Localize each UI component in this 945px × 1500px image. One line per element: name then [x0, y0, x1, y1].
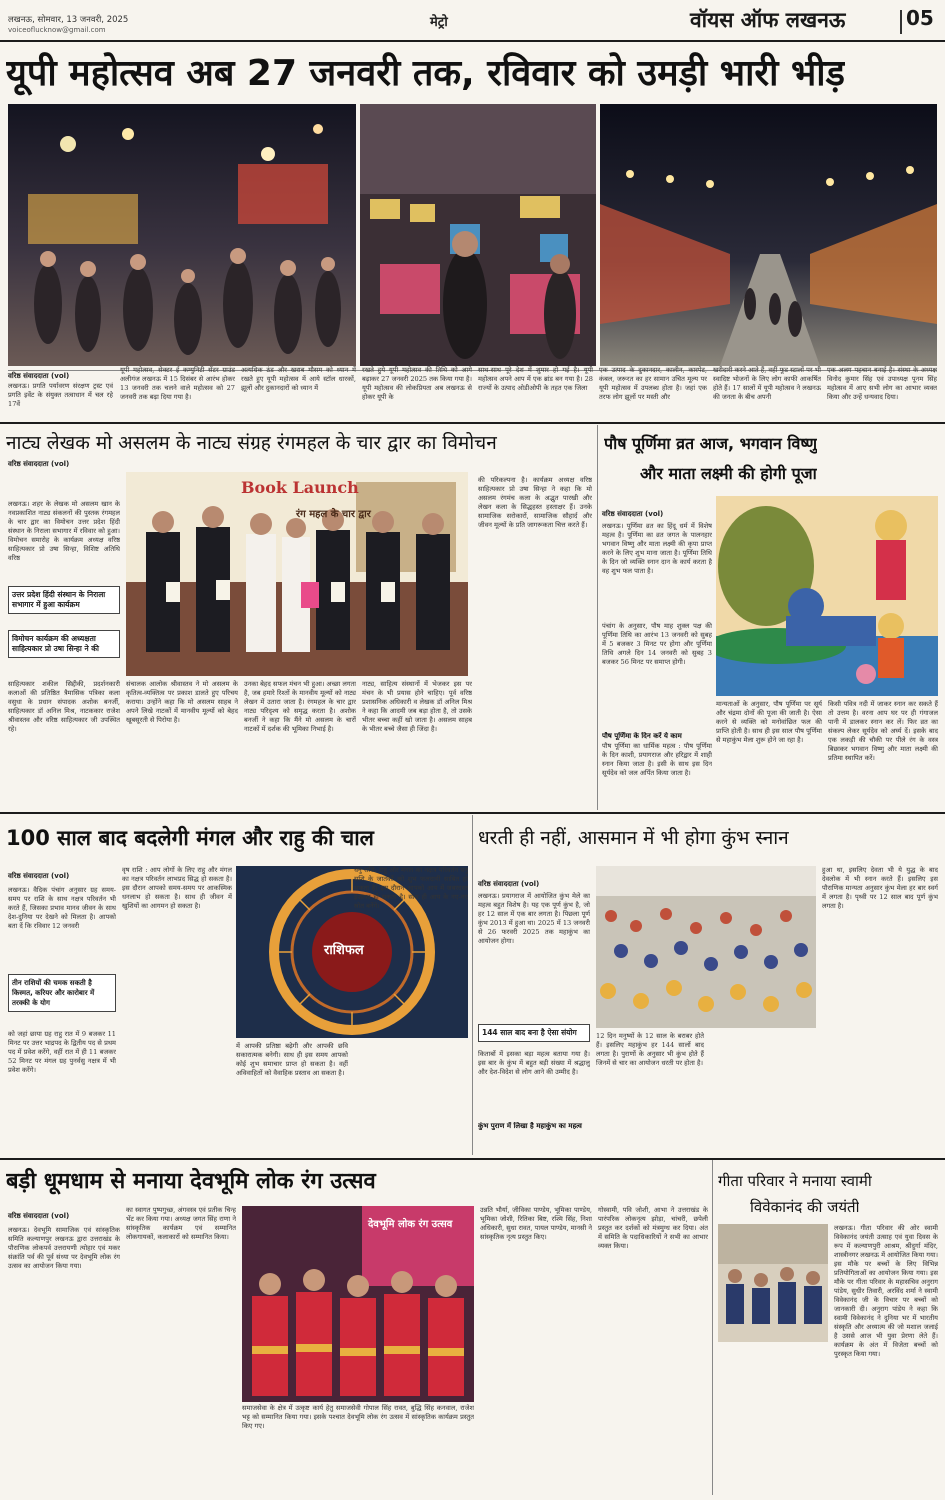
- story5-subhead: कुंभ पुराण में लिखा है महाकुंभ का महत्व: [478, 1122, 582, 1130]
- story3-byline: वरिष्ठ संवाददाता (vol): [602, 510, 664, 518]
- story3-col-3: पौष पूर्णिमा का धार्मिक महत्व : पौष पूर्णिमा के दिन काशी, प्रयागराज और हरिद्वार में शाही स्नान किया जाता है। इसी के साथ इस दिन सूर्यदेव को जल अर्पित किया जाता है।: [602, 742, 712, 777]
- story1-col-2: यूपी महोत्सव, सेक्टर ई कम्युनिटी सेंटर ग्राउंड अलीगंज लखनऊ में 15 दिसंबर से आरंभ होकर 13 जनवरी तक चलने वाले महोत्सव को 27 जनवरी तक बढ़ा दिया गया है।: [120, 366, 235, 401]
- story6-banner: देवभूमि लोक रंग उत्सव: [368, 1219, 453, 1230]
- story1-headline: यूपी महोत्सव अब 27 जनवरी तक, रविवार को उमड़ी भारी भीड़: [6, 53, 845, 94]
- story2-highlight-2: विमोचन कार्यक्रम की अध्यक्षता साहित्यकार प्रो उषा सिन्हा ने की: [8, 630, 120, 658]
- story2-col-2: संचालक आलोक श्रीवास्तव ने मो असलम के कृतित्व-व्यक्तित्व पर प्रकाश डालते हुए परिचय कराया। उन्होंने कहा कि मो असलम साहब ने अपने लिखे नाटकों में मानवीय मूल्यों को बेहद खूबसूरती से पिरोया है।: [126, 680, 238, 724]
- story1-col-5: साथ-साथ पूरे देश में शुमार हो गई है। यूपी महोत्सव अपने आप में एक ब्रांड बन गया है। 28 राज्यों के उत्पाद ओडीओपी के तहत एक जिला: [478, 366, 593, 392]
- story2-col-3: उनका बेहद सफल मंचन भी हुआ। अच्छा लगता है, जब हमारे रिश्तों के मानवीय मूल्यों को नाट्य लेखन में उतारा जाता है। रंगमहल के चार द्वार नाट्य परिदृश्य को समृद्ध करता है। अशोक बनर्जी ने कहा कि मैंने मो असलम के चारों नाटकों में दर्शक की भूमिका निभाई है।: [244, 680, 356, 733]
- story7-headline-2: विवेकानंद की जयंती: [750, 1198, 860, 1216]
- story1-photo-2: [360, 104, 596, 366]
- story1-col-3: अत्यधिक ठंड और खराब मौसम को ध्यान में रखते हुए यूपी महोत्सव में आये स्टॉल धारकों, झूलों और दुकानदारों को ध्यान में: [241, 366, 356, 392]
- story3-col-5: किसी पवित्र नदी में जाकर स्नान कर सकते हैं तो उत्तम है। वरना आप घर पर ही गंगाजल पानी में डालकर स्नान कर लें। फिर व्रत का संकल्प लेकर सूर्यदेव को अर्घ्य दें। इसके बाद एक लकड़ी की चौकी पर पीले रंग के वस्त्र बिछाकर भगवान विष्णु और माता लक्ष्मी की प्रतिमा स्थापित करें।: [828, 700, 938, 762]
- story5-col-4: हुआ था, इसलिए देवता भी ये युद्ध के बाद देवलोक में भी स्नान करते हैं। इसलिए इस पौराणिक मान्यता अनुसार कुंभ मेला हर बार स्वर्ग में लगता है। पृथ्वी पर 12 साल बाद पूर्ण कुंभ लगता है।: [822, 866, 938, 910]
- story6-col-3: समाजसेवा के क्षेत्र में उत्कृष्ट कार्य हेतु समाजसेवी गोपाल सिंह रावत, बुद्धि सिंह कनवाल, राजेश भट्ट को सम्मानित किया गया। इसके पश्चात देवभूमि लोक रंग उत्सव में सांस्कृतिक कार्यक्रम प्रस्तुत किए गए।: [242, 1404, 474, 1430]
- section-label: मेट्रो: [430, 15, 448, 30]
- story1-col-4: रखते हुये यूपी महोत्सव की तिथि को आगे बढ़ाकर 27 जनवरी 2025 तक किया गया है। यूपी महोत्सव की लोकप्रियता अब लखनऊ से होकर यूपी के: [362, 366, 472, 401]
- story2-photo: [126, 472, 468, 676]
- story4-image-label: राशिफल: [324, 943, 364, 958]
- story2-banner: Book Launch: [241, 478, 359, 497]
- story5-byline: वरिष्ठ संवाददाता (vol): [478, 880, 540, 888]
- story2-col-5: की परिकल्पना है। कार्यक्रम अध्यक्ष वरिष्ठ साहित्यकार प्रो उषा सिन्हा ने कहा कि मो असलम रंगमंच कला के अद्भुत पारखी और लेखन कला के सिद्धहस्त हस्ताक्षर हैं। उनके सामाजिक सरोकारों, सामाजिक सौहार्द और जीवन मूल्यों के प्रति जागरूकता चित्त करते हैं।: [478, 476, 592, 529]
- story3-subhead-1: पौष पूर्णिमा के दिन करें ये काम: [602, 732, 682, 740]
- story5-highlight: 144 साल बाद बना है ऐसा संयोग: [478, 1024, 590, 1042]
- story4-highlight: तीन राशियों की चमक सकती है किस्मत, करियर और कारोबार में तरक्की के योग: [8, 974, 116, 1012]
- brand-logo: वॉयस ऑफ लखनऊ: [690, 8, 846, 32]
- story4-byline: वरिष्ठ संवाददाता (vol): [8, 872, 70, 880]
- story6-photo: [242, 1206, 474, 1402]
- story5-photo: [596, 866, 816, 1028]
- story3-col-4: मान्यताओं के अनुसार, पौष पूर्णिमा पर सूर्य और चंद्रमा दोनों की पूजा की जाती है। ऐसा करने से व्यक्ति को मनोवांछित फल की प्राप्ति होती है। साथ ही इस साल पौष पूर्णिमा से महाकुंभ मेला शुरू होने जा रहा है।: [716, 700, 822, 744]
- brand-divider: [900, 10, 902, 34]
- story7-headline-1: गीता परिवार ने मनाया स्वामी: [718, 1172, 872, 1190]
- story6-headline: बड़ी धूमधाम से मनाया देवभूमि लोक रंग उत्सव: [6, 1169, 376, 1194]
- story3-col-2: पंचांग के अनुसार, पौष माह शुक्ल पक्ष की पूर्णिमा तिथि का आरंभ 13 जनवरी को सुबह में 5 बजकर 3 मिनट पर होगा और पूर्णिमा तिथि अगले दिन 14 जनवरी को सुबह 3 बजकर 56 मिनट पर समाप्त होगी।: [602, 622, 712, 666]
- story1-col-7: खरीदारी करने आते हैं, वहीं फूड स्टालों पर भी स्वादिष्ट भोजनों के लिए लोग काफी आकर्षित होते हैं। 17 सालों में यूपी महोत्सव ने लखनऊ की जनता के बीच अपनी: [713, 366, 821, 401]
- story6-byline: वरिष्ठ संवाददाता (vol): [8, 1212, 70, 1220]
- story6-col-4: उन्नति भौर्या, जीविका पाण्डेय, भूमिका पाण्डेय, भूमिका जोशी, रितिका बिष्ट, रश्मि सिंह, निशा अधिकारी, सुधा रावत, पायल पाण्डेय, मानसी ने सांस्कृतिक नृत्य प्रस्तुत किए।: [480, 1206, 592, 1241]
- story5-col-1: लखनऊ। प्रयागराज में आयोजित कुंभ मेले का महत्व बहुत विशेष है। यह एक पूर्ण कुंभ है, जो हर 12 साल में एक बार लगता है। पिछला पूर्ण कुंभ 2013 में हुआ था। 2025 में 13 जनवरी से 26 फरवरी 2025 तक महाकुंभ का आयोजन होगा।: [478, 892, 590, 945]
- story3-photo: [716, 496, 938, 696]
- story4-col-4: में आपकी प्रतिष्ठा बढ़ेगी और आपकी छवि सकारात्मक बनेगी। साथ ही इस समय आपको कोई शुभ समाचार प्राप्त हो सकता है। वहीं अविवाहितों को वैवाहिक प्रस्ताव आ सकता है।: [236, 1042, 348, 1077]
- page-number: 05: [906, 6, 934, 30]
- story3-col-1: लखनऊ। पूर्णिमा व्रत का हिंदू धर्म में विशेष महत्व है। पूर्णिमा का व्रत जगत के पालनहार भगवान विष्णु और माता लक्ष्मी की कृपा प्राप्त करने के लिए शुभ माना जाता है। पूर्णिमा तिथि के दिन जो व्यक्ति स्नान दान के कार्य करता है वह शुभ फल पाता है।: [602, 522, 712, 575]
- masthead: [0, 0, 945, 42]
- story2-col-4: नाट्य, साहित्य संस्थानों में भेजकर इस पर मंचन के भी प्रयास होने चाहिए। पूर्व वरिष्ठ प्रशासनिक अधिकारी व लेखक डॉ अनिल मिश्र ने कहा कि आदमी जब बड़ा होता है, तो उसके भीतर बच्चा कहीं खो जाता है। असलम साहब के भीतर बच्चे जैसा ही जिंदा है।: [362, 680, 472, 733]
- story6-col-5: गोस्वामी, पवि जोशी, आभा ने उत्तराखंड के पारंपरिक लोकनृत्य झोड़ा, चांचरी, छपेली प्रस्तुत कर दर्शकों को मंत्रमुग्ध कर दिया। अंत में समिति के पदाधिकारियों ने सभी का आभार व्यक्त किया।: [598, 1206, 708, 1250]
- story1-col-1: लखनऊ। प्रगति पर्यावरण संरक्षण ट्रस्ट एवं प्रगति इवेंट के संयुक्त तत्वाधान में चल रहे 17वें: [8, 382, 113, 408]
- story7-text: लखनऊ। गीता परिवार की ओर स्वामी विवेकानंद जयंती उत्साह एवं युवा दिवस के रूप में कल्याणपुरी आश्रम, श्रीदुर्गा मंदिर, शास्त्रीनगर लखनऊ में आयोजित किया गया। इस मौके पर बच्चों के लिए विभिन्न प्रतियोगिताओं का आयोजन किया गया। इस मौके पर गीता परिवार के महासचिव अनुराग पांडेय, सुधीर तिवारी, अरविंद शर्मा ने स्वामी विवेकानंद जी के विचार पर बच्चों को जानकारी दी। अनुराग पांडेय ने कहा कि स्वामी विवेकानंद ने दुनिया भर में भारतीय संस्कृति और अध्यात्म की जो मशाल जलाई है उससे आज भी युवा प्रेरणा लेते हैं। कार्यक्रम के अंत में विजेता बच्चों को पुरस्कृत किया गया।: [834, 1224, 938, 1358]
- story1-photo-3: [600, 104, 937, 366]
- story3-headline-1: पौष पूर्णिमा व्रत आज, भगवान विष्णु: [604, 434, 818, 453]
- story4-col-5: धनु राशि: राहु और मंगल का नक्षत्र परिवर्तन धनु राशि के जातकों को शुभ फलदायी साबित हो सकता है। इस दौरान आपको आय में जबरदस्त इजाफा हो सकता है। साथ ही आय के नए-नए स्रोत बनेंगे।: [354, 866, 468, 910]
- story4-col-1: लखनऊ। वैदिक पंचांग अनुसार ग्रह समय-समय पर राशि के साथ नक्षत्र परिवर्तन भी करते हैं, जिसका प्रभाव मानव जीवन के साथ देश-दुनिया पर देखने को मिलता है। आपको बता दें कि रविवार 12 जनवरी: [8, 886, 116, 930]
- story2-lead: लखनऊ। शहर के लेखक मो असलम खान के नवप्रकाशित नाट्य संकलनों की पुस्तक रंगमहल के चार द्वार का विमोचन उत्तर प्रदेश हिंदी संस्थान के निराला सभागार में रविवार को हुआ। विमोचन समारोह के कार्यक्रम अध्यक्ष वरिष्ठ साहित्यकार प्रो उषा सिन्हा, विशिष्ट अतिथि वरिष्ठ: [8, 500, 120, 562]
- story1-photo-1: [8, 104, 356, 366]
- story5-col-2: किताबों में इसका बड़ा महत्व बताया गया है। इस बार के कुंभ में बहुत बड़ी संख्या में श्रद्धालु और देश-विदेश से लोग आने की उम्मीद है।: [478, 1050, 590, 1076]
- story2-byline: वरिष्ठ संवाददाता (vol): [8, 460, 70, 468]
- story1-col-6: एक उत्पाद के दुकानदार, कालीन, कारपेट, कंबल, जरूरत का हर सामान उचित मूल्य पर यूपी महोत्सव में उपलब्ध होता है। जहां एक तरफ लोग झूलों पर मस्ती और: [599, 366, 707, 401]
- story2-col-1: साहित्यकार शकील सिद्दीकी, प्रदर्शनकारी कलाओं की प्रतिष्ठित त्रैमासिक पत्रिका कला वसुधा के प्रधान संपादक अशोक बनर्जी, साहित्यकार डॉ अनिल मिश्र, नाटककार राजेश श्रीवास्तव और वरिष्ठ साहित्यकार जी उपस्थित रहे।: [8, 680, 120, 733]
- story2-highlight-1: उत्तर प्रदेश हिंदी संस्थान के निराला सभागार में हुआ कार्यक्रम: [8, 586, 120, 614]
- story5-headline: धरती ही नहीं, आसमान में भी होगा कुंभ स्नान: [478, 827, 789, 849]
- email: voiceoflucknow@gmail.com: [8, 26, 106, 34]
- story3-headline-2: और माता लक्ष्मी की होगी पूजा: [640, 464, 817, 483]
- story6-col-1: लखनऊ। देवभूमि सामाजिक एवं सांस्कृतिक समिति कल्याणपुर लखनऊ द्वारा उत्तराखंड के पौराणिक लोकपर्व उत्तरायणी त्योहार एवं मकर संक्रांति पर्व की पूर्व संध्या पर देवभूमि लोक रंग उत्सव का आयोजन किया गया।: [8, 1226, 120, 1270]
- masthead-rule: [0, 40, 945, 42]
- story2-banner-title: रंग महल के चार द्वार: [296, 509, 371, 520]
- story5-col-3: 12 दिन मनुष्यों के 12 साल के बराबर होते हैं। इसलिए महाकुंभ हर 144 सालों बाद लगता है। पुराणों के अनुसार भी कुंभ होते हैं जिनमें से चार का आयोजन धरती पर होता है।: [596, 1032, 704, 1067]
- story4-headline: 100 साल बाद बदलेगी मंगल और राहु की चाल: [6, 826, 374, 850]
- dateline: लखनऊ, सोमवार, 13 जनवरी, 2025: [8, 15, 129, 25]
- story1-byline: वरिष्ठ संवाददाता (vol): [8, 372, 70, 380]
- story2-headline: नाट्य लेखक मो असलम के नाट्य संग्रह रंगमहल के चार द्वार का विमोचन: [6, 432, 497, 454]
- story4-col-3: वृष राशि : आप लोगों के लिए राहु और मंगल का नक्षत्र परिवर्तन लाभप्रद सिद्ध हो सकता है। इस दौरान आपको समय-समय पर आकस्मिक धनलाभ हो सकता है। साथ ही जीवन में खुशियों का आगमन हो सकता है।: [122, 866, 232, 910]
- story4-col-2: को जहां छाया ग्रह राहु रात में 9 बजकर 11 मिनट पर उत्तर भाद्रपद के द्वितीय पद से प्रथम पद में प्रवेश करेंगे, वहीं रात में ही 11 बजकर 52 मिनट पर मंगल ग्रह पुनर्वसु नक्षत्र में भी प्रवेश करेंगे।: [8, 1030, 116, 1074]
- story6-col-2: का स्वागत पुष्पगुच्छ, अंगवस्त्र एवं प्रतीक चिन्ह भेंट कर किया गया। अध्यक्ष जगत सिंह राणा ने सांस्कृतिक कार्यक्रम एवं सम्मानित लोकगायकों, कलाकारों को सम्मानित किया।: [126, 1206, 236, 1241]
- story1-col-8: एक अलग पहचान बनाई है। संस्था के अध्यक्ष विनोद कुमार सिंह एवं उपाध्यक्ष पूनम सिंह महोत्सव में आए सभी लोग का आभार व्यक्त किया और उन्हें धन्यवाद दिया।: [827, 366, 937, 401]
- story7-photo: [718, 1224, 828, 1342]
